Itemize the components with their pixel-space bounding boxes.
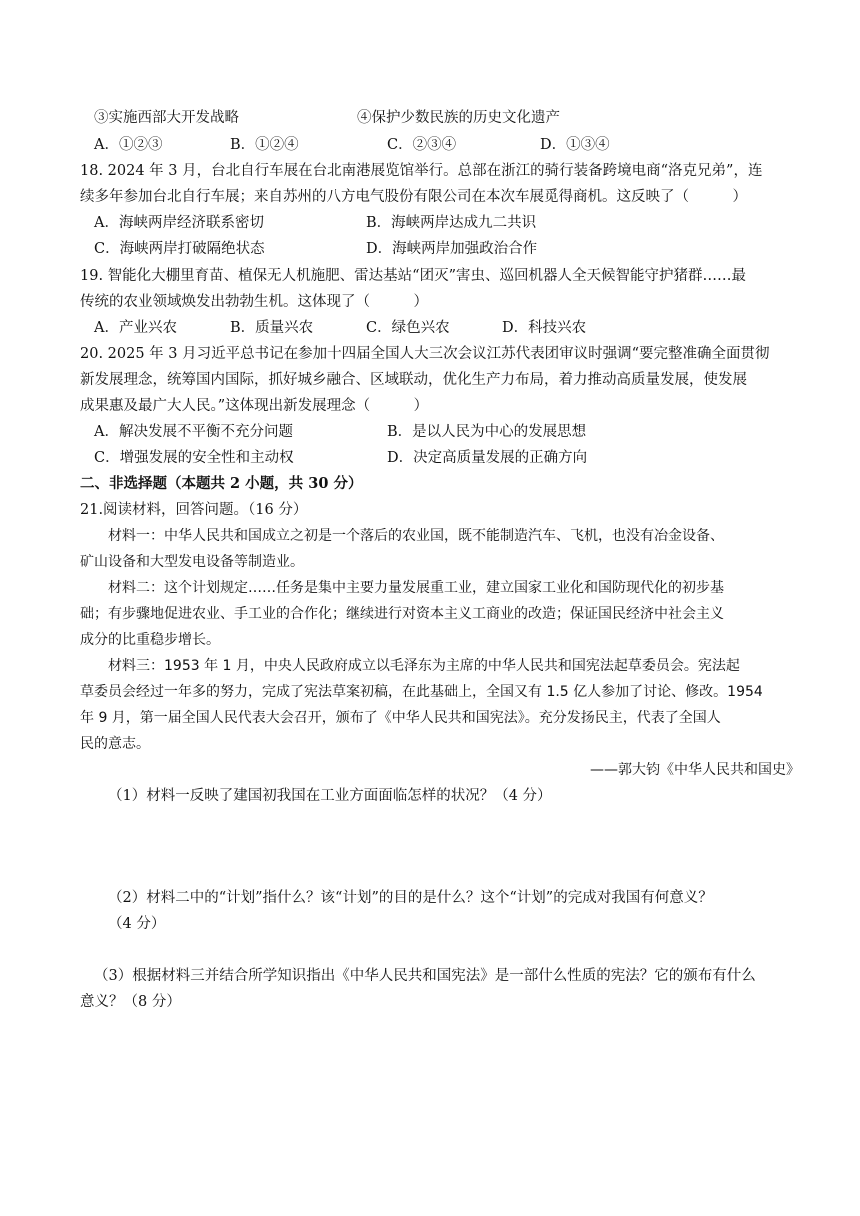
q18-option-d: D．海峡两岸加强政治合作 — [366, 241, 538, 257]
material-3-line-3: 年 9 月，第一届全国人民代表大会召开，颁布了《中华人民共和国宪法》。充分发扬民主，代表了全国人 — [80, 710, 721, 726]
q18-stem-line-1: 18. 2024 年 3 月，台北自行车展在台北南港展览馆举行。总部在浙江的骑行装备跨境电商“洛克兄弟”，连 — [80, 163, 763, 179]
material-3-line-2: 草委员会经过一年多的努力，完成了宪法草案初稿，在此基础上，全国又有 1.5 亿人参加了讨论、修改。1954 — [80, 684, 763, 700]
q20-option-a: A．解决发展不平衡不充分问题 — [94, 424, 293, 440]
q20-stem-line-3: 成果惠及最广大人民。”这体现出新发展理念（ ） — [80, 398, 429, 414]
q19-stem-line-1: 19. 智能化大棚里育苗、植保无人机施肥、雷达基站“团灭”害虫、巡回机器人全天候智能守护猪群……最 — [80, 268, 746, 284]
section-2-title: 二、非选择题（本题共 2 小题，共 30 分） — [80, 475, 363, 492]
q21-subquestion-3-line-2: 意义？（8 分） — [80, 994, 181, 1010]
q20-option-d: D．决定高质量发展的正确方向 — [387, 450, 588, 466]
q19-option-c: C．绿色兴农 — [366, 320, 450, 336]
material-1-line-1: 材料一：中华人民共和国成立之初是一个落后的农业国，既不能制造汽车、飞机，也没有冶金设备、 — [108, 528, 724, 544]
q19-option-a: A．产业兴农 — [94, 320, 177, 336]
q18-option-a: A．海峡两岸经济联系密切 — [94, 215, 264, 231]
q21-stem: 21.阅读材料，回答问题。（16 分） — [80, 502, 308, 518]
q21-subquestion-2-line-1: （2）材料二中的“计划”指什么？该“计划”的目的是什么？这个“计划”的完成对我国有何意义？ — [108, 890, 713, 906]
q17-option-a: A．①②③ — [94, 137, 163, 153]
material-2-line-1: 材料二：这个计划规定……任务是集中主要力量发展重工业，建立国家工业化和国防现代化的初步基 — [108, 580, 724, 596]
material-1-line-2: 矿山设备和大型发电设备等制造业。 — [80, 554, 304, 570]
q20-option-c: C．增强发展的安全性和主动权 — [94, 450, 294, 466]
material-source: ——郭大钧《中华人民共和国史》 — [590, 762, 800, 778]
q20-stem-line-1: 20. 2025 年 3 月习近平总书记在参加十四届全国人大三次会议江苏代表团审议时强调“要完整准确全面贯彻 — [80, 346, 770, 362]
q18-option-b: B．海峡两岸达成九二共识 — [366, 215, 537, 231]
q17-item-4: ④保护少数民族的历史文化遗产 — [357, 110, 560, 126]
q20-option-b: B．是以人民为中心的发展思想 — [387, 424, 587, 440]
q17-option-d: D．①③④ — [540, 137, 610, 153]
q18-stem-line-2: 续多年参加台北自行车展；来自苏州的八方电气股份有限公司在本次车展觅得商机。这反映了（ ） — [80, 189, 747, 205]
material-2-line-2: 础；有步骤地促进农业、手工业的合作化；继续进行对资本主义工商业的改造；保证国民经济中社会主义 — [80, 606, 724, 622]
q17-item-3: ③实施西部大开发战略 — [94, 110, 239, 126]
q21-subquestion-2-line-2: （4 分） — [108, 916, 166, 932]
q17-option-b: B．①②④ — [230, 137, 299, 153]
material-3-line-1: 材料三：1953 年 1 月，中央人民政府成立以毛泽东为主席的中华人民共和国宪法起草委员会。宪法起 — [108, 658, 740, 674]
q19-option-d: D．科技兴农 — [502, 320, 587, 336]
q21-subquestion-1: （1）材料一反映了建国初我国在工业方面面临怎样的状况？（4 分） — [108, 788, 552, 804]
material-2-line-3: 成分的比重稳步增长。 — [80, 632, 220, 648]
q20-stem-line-2: 新发展理念，统筹国内国际，抓好城乡融合、区域联动，优化生产力布局，着力推动高质量发展，使发展 — [80, 372, 747, 388]
q19-stem-line-2: 传统的农业领域焕发出勃勃生机。这体现了（ ） — [80, 294, 428, 310]
q18-option-c: C．海峡两岸打破隔绝状态 — [94, 241, 265, 257]
q17-option-c: C．②③④ — [387, 137, 457, 153]
q19-option-b: B．质量兴农 — [230, 320, 314, 336]
material-3-line-4: 民的意志。 — [80, 736, 150, 752]
q21-subquestion-3-line-1: （3）根据材料三并结合所学知识指出《中华人民共和国宪法》是一部什么性质的宪法？它的颁布有什么 — [94, 968, 756, 984]
